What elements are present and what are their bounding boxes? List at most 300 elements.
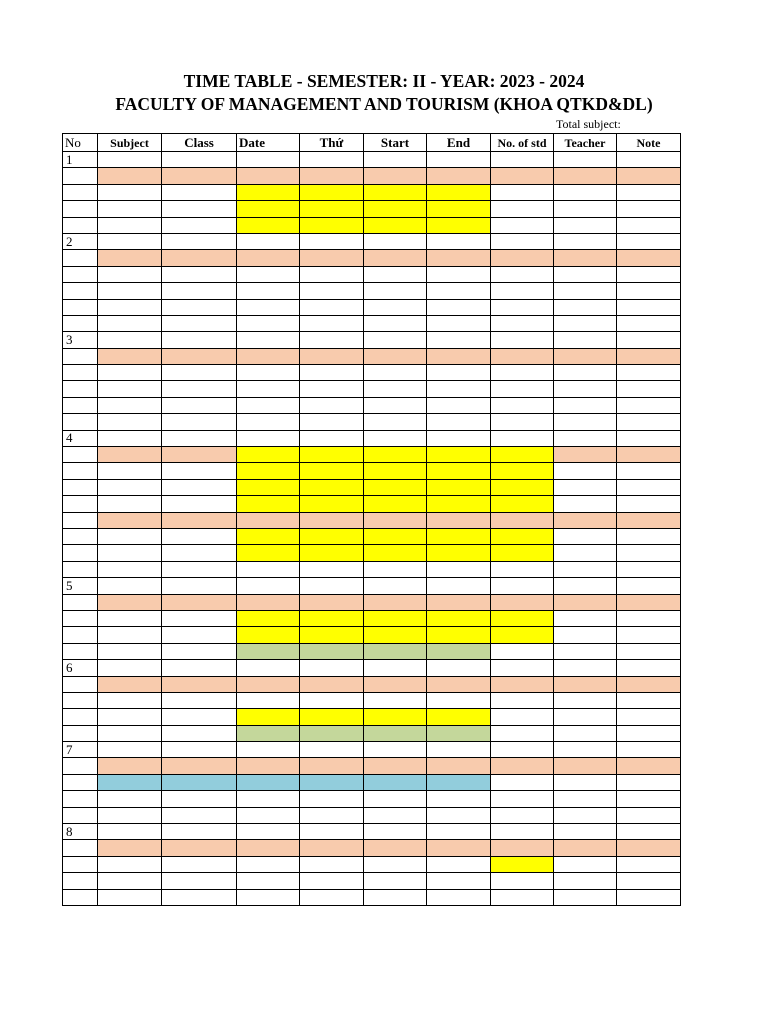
- table-cell: [237, 152, 300, 168]
- row-number-cell: [63, 758, 98, 774]
- table-cell: [427, 365, 491, 381]
- table-cell: [427, 561, 491, 577]
- table-cell: [554, 299, 617, 315]
- table-cell: [300, 610, 364, 626]
- table-cell: [364, 348, 427, 364]
- table-cell: [427, 381, 491, 397]
- table-cell: [554, 152, 617, 168]
- row-number-cell: [63, 463, 98, 479]
- table-cell: [554, 283, 617, 299]
- table-cell: [162, 299, 237, 315]
- table-cell: [364, 610, 427, 626]
- table-cell: [162, 152, 237, 168]
- table-cell: [554, 709, 617, 725]
- table-cell: [427, 807, 491, 823]
- table-cell: [491, 709, 554, 725]
- table-row: [63, 709, 681, 725]
- table-cell: [98, 643, 162, 659]
- table-cell: [237, 824, 300, 840]
- table-cell: [554, 627, 617, 643]
- row-number-cell: [63, 397, 98, 413]
- table-cell: [300, 774, 364, 790]
- table-cell: [491, 774, 554, 790]
- table-cell: [237, 856, 300, 872]
- table-cell: [162, 709, 237, 725]
- table-cell: [554, 725, 617, 741]
- table-cell: [237, 348, 300, 364]
- table-cell: [617, 332, 681, 348]
- table-cell: [364, 365, 427, 381]
- table-cell: [364, 414, 427, 430]
- table-cell: [491, 643, 554, 659]
- table-cell: [162, 660, 237, 676]
- row-number-cell: [63, 873, 98, 889]
- table-cell: [364, 742, 427, 758]
- table-cell: [237, 479, 300, 495]
- table-cell: [427, 397, 491, 413]
- table-cell: [617, 283, 681, 299]
- table-cell: [491, 184, 554, 200]
- table-cell: [364, 873, 427, 889]
- table-cell: [554, 430, 617, 446]
- table-row: [63, 299, 681, 315]
- table-cell: [300, 676, 364, 692]
- table-cell: [237, 627, 300, 643]
- table-cell: [237, 184, 300, 200]
- table-cell: [364, 545, 427, 561]
- table-cell: [491, 824, 554, 840]
- table-cell: [427, 266, 491, 282]
- table-cell: [300, 397, 364, 413]
- table-cell: [427, 496, 491, 512]
- row-number-cell: 8: [63, 824, 98, 840]
- page-title: TIME TABLE - SEMESTER: II - YEAR: 2023 - 2024: [183, 71, 585, 91]
- table-row: [63, 201, 681, 217]
- table-cell: [364, 184, 427, 200]
- table-row: [63, 791, 681, 807]
- table-cell: [98, 250, 162, 266]
- row-number-cell: [63, 512, 98, 528]
- table-cell: [300, 463, 364, 479]
- table-row: [63, 610, 681, 626]
- row-number-cell: [63, 709, 98, 725]
- table-cell: [554, 447, 617, 463]
- table-cell: [364, 315, 427, 331]
- table-cell: [554, 381, 617, 397]
- table-cell: [162, 381, 237, 397]
- table-cell: [491, 283, 554, 299]
- table-cell: [364, 807, 427, 823]
- table-cell: [427, 692, 491, 708]
- row-number-cell: [63, 840, 98, 856]
- row-number-cell: [63, 217, 98, 233]
- table-cell: [491, 758, 554, 774]
- table-cell: [237, 447, 300, 463]
- table-cell: [162, 266, 237, 282]
- table-cell: [300, 266, 364, 282]
- table-cell: [98, 545, 162, 561]
- col-header-teacher: Teacher: [554, 134, 617, 152]
- table-cell: [162, 594, 237, 610]
- table-row: [63, 184, 681, 200]
- table-cell: [98, 512, 162, 528]
- table-cell: [491, 430, 554, 446]
- row-number-cell: [63, 250, 98, 266]
- table-row: [63, 742, 681, 758]
- table-cell: [300, 545, 364, 561]
- table-cell: [427, 873, 491, 889]
- table-cell: [554, 184, 617, 200]
- col-header-subject: Subject: [98, 134, 162, 152]
- table-cell: [364, 528, 427, 544]
- table-cell: [237, 889, 300, 905]
- table-cell: [237, 463, 300, 479]
- table-cell: [98, 217, 162, 233]
- table-cell: [300, 184, 364, 200]
- table-cell: [300, 299, 364, 315]
- table-cell: [617, 627, 681, 643]
- col-header-date: Date: [237, 134, 300, 152]
- table-row: [63, 873, 681, 889]
- table-cell: [300, 365, 364, 381]
- table-cell: [300, 201, 364, 217]
- table-cell: [98, 266, 162, 282]
- table-cell: [617, 512, 681, 528]
- table-cell: [554, 610, 617, 626]
- table-cell: [300, 152, 364, 168]
- table-cell: [554, 250, 617, 266]
- table-cell: [98, 397, 162, 413]
- table-cell: [364, 676, 427, 692]
- row-number-cell: 5: [63, 578, 98, 594]
- table-cell: [300, 430, 364, 446]
- table-cell: [364, 692, 427, 708]
- table-cell: [237, 299, 300, 315]
- table-cell: [427, 217, 491, 233]
- table-cell: [364, 233, 427, 249]
- table-cell: [237, 594, 300, 610]
- table-cell: [427, 332, 491, 348]
- table-cell: [300, 233, 364, 249]
- col-header-no-of-std: No. of std: [491, 134, 554, 152]
- col-header-thu: Thứ: [300, 134, 364, 152]
- table-cell: [617, 496, 681, 512]
- table-cell: [300, 479, 364, 495]
- table-cell: [491, 217, 554, 233]
- table-cell: [98, 676, 162, 692]
- table-cell: [427, 643, 491, 659]
- table-cell: [237, 365, 300, 381]
- table-cell: [237, 414, 300, 430]
- table-cell: [554, 512, 617, 528]
- table-cell: [554, 217, 617, 233]
- table-cell: [237, 774, 300, 790]
- table-row: [63, 348, 681, 364]
- table-cell: [554, 332, 617, 348]
- table-cell: [491, 791, 554, 807]
- table-cell: [427, 184, 491, 200]
- table-row: [63, 414, 681, 430]
- table-cell: [554, 397, 617, 413]
- table-cell: [427, 479, 491, 495]
- table-cell: [237, 315, 300, 331]
- table-cell: [617, 217, 681, 233]
- row-number-cell: [63, 348, 98, 364]
- table-cell: [98, 184, 162, 200]
- table-cell: [364, 561, 427, 577]
- table-cell: [427, 283, 491, 299]
- table-cell: [617, 725, 681, 741]
- table-cell: [427, 168, 491, 184]
- table-cell: [237, 725, 300, 741]
- table-cell: [364, 889, 427, 905]
- table-cell: [427, 594, 491, 610]
- col-header-no: No: [63, 134, 98, 152]
- table-cell: [300, 332, 364, 348]
- table-cell: [162, 840, 237, 856]
- table-cell: [364, 774, 427, 790]
- table-cell: [554, 315, 617, 331]
- table-cell: [162, 578, 237, 594]
- table-cell: [300, 217, 364, 233]
- table-cell: [98, 283, 162, 299]
- table-cell: [427, 201, 491, 217]
- table-cell: [491, 463, 554, 479]
- table-cell: [237, 561, 300, 577]
- table-cell: [617, 479, 681, 495]
- table-cell: [427, 152, 491, 168]
- table-cell: [491, 660, 554, 676]
- table-cell: [300, 725, 364, 741]
- table-cell: [554, 742, 617, 758]
- table-cell: [98, 299, 162, 315]
- faculty-subtitle: FACULTY OF MANAGEMENT AND TOURISM (KHOA QTKD&DL): [115, 94, 653, 114]
- table-cell: [237, 283, 300, 299]
- row-number-cell: [63, 299, 98, 315]
- row-number-cell: [63, 315, 98, 331]
- table-cell: [554, 561, 617, 577]
- table-cell: [554, 479, 617, 495]
- table-cell: [98, 233, 162, 249]
- table-cell: [162, 610, 237, 626]
- table-cell: [98, 447, 162, 463]
- row-number-cell: 2: [63, 233, 98, 249]
- table-cell: [300, 414, 364, 430]
- table-cell: [491, 627, 554, 643]
- table-cell: [98, 709, 162, 725]
- table-cell: [300, 496, 364, 512]
- table-cell: [237, 791, 300, 807]
- table-cell: [617, 840, 681, 856]
- table-cell: [427, 709, 491, 725]
- table-cell: [427, 824, 491, 840]
- table-row: [63, 889, 681, 905]
- table-cell: [162, 873, 237, 889]
- table-cell: [491, 201, 554, 217]
- table-cell: [237, 742, 300, 758]
- table-cell: [491, 397, 554, 413]
- table-cell: [237, 873, 300, 889]
- table-row: [63, 365, 681, 381]
- table-cell: [300, 381, 364, 397]
- table-cell: [491, 233, 554, 249]
- table-cell: [427, 348, 491, 364]
- table-cell: [98, 758, 162, 774]
- table-row: [63, 561, 681, 577]
- table-cell: [162, 856, 237, 872]
- table-row: [63, 660, 681, 676]
- table-cell: [617, 692, 681, 708]
- table-row: [63, 168, 681, 184]
- table-cell: [162, 184, 237, 200]
- table-cell: [98, 856, 162, 872]
- table-cell: [364, 660, 427, 676]
- table-cell: [491, 332, 554, 348]
- table-cell: [162, 447, 237, 463]
- table-cell: [237, 578, 300, 594]
- row-number-cell: [63, 266, 98, 282]
- table-cell: [491, 479, 554, 495]
- table-cell: [364, 627, 427, 643]
- table-cell: [300, 692, 364, 708]
- table-cell: [554, 233, 617, 249]
- table-cell: [162, 742, 237, 758]
- table-cell: [617, 315, 681, 331]
- col-header-class: Class: [162, 134, 237, 152]
- table-cell: [554, 856, 617, 872]
- table-cell: [300, 791, 364, 807]
- table-cell: [554, 201, 617, 217]
- table-row: [63, 332, 681, 348]
- table-cell: [554, 365, 617, 381]
- table-cell: [554, 594, 617, 610]
- table-cell: [98, 414, 162, 430]
- table-cell: [162, 676, 237, 692]
- table-cell: [427, 430, 491, 446]
- table-cell: [617, 201, 681, 217]
- table-cell: [617, 545, 681, 561]
- table-cell: [554, 774, 617, 790]
- table-row: [63, 315, 681, 331]
- table-cell: [427, 725, 491, 741]
- table-cell: [427, 414, 491, 430]
- table-cell: [554, 824, 617, 840]
- table-cell: [237, 201, 300, 217]
- row-number-cell: [63, 610, 98, 626]
- table-cell: [554, 692, 617, 708]
- table-cell: [427, 528, 491, 544]
- table-cell: [300, 348, 364, 364]
- table-row: [63, 463, 681, 479]
- table-cell: [364, 201, 427, 217]
- table-cell: [237, 709, 300, 725]
- table-cell: [162, 430, 237, 446]
- table-cell: [300, 742, 364, 758]
- table-cell: [617, 578, 681, 594]
- table-cell: [617, 807, 681, 823]
- table-row: [63, 512, 681, 528]
- table-cell: [237, 266, 300, 282]
- table-cell: [98, 430, 162, 446]
- table-cell: [491, 545, 554, 561]
- table-cell: [491, 381, 554, 397]
- table-cell: [427, 610, 491, 626]
- table-row: [63, 840, 681, 856]
- table-cell: [617, 889, 681, 905]
- table-cell: [617, 824, 681, 840]
- table-cell: [554, 168, 617, 184]
- table-cell: [237, 397, 300, 413]
- table-cell: [554, 348, 617, 364]
- table-row: [63, 381, 681, 397]
- table-cell: [237, 217, 300, 233]
- table-cell: [617, 463, 681, 479]
- row-number-cell: [63, 414, 98, 430]
- table-cell: [364, 217, 427, 233]
- table-cell: [617, 873, 681, 889]
- table-row: [63, 627, 681, 643]
- row-number-cell: [63, 692, 98, 708]
- table-cell: [491, 807, 554, 823]
- table-cell: [300, 627, 364, 643]
- row-number-cell: [63, 676, 98, 692]
- row-number-cell: [63, 725, 98, 741]
- table-cell: [617, 430, 681, 446]
- table-cell: [98, 594, 162, 610]
- table-cell: [364, 168, 427, 184]
- table-cell: [237, 168, 300, 184]
- table-cell: [554, 266, 617, 282]
- table-cell: [491, 725, 554, 741]
- table-cell: [491, 512, 554, 528]
- table-cell: [554, 528, 617, 544]
- row-number-cell: [63, 528, 98, 544]
- table-cell: [427, 299, 491, 315]
- table-cell: [617, 365, 681, 381]
- table-cell: [427, 250, 491, 266]
- table-cell: [162, 332, 237, 348]
- table-cell: [162, 365, 237, 381]
- table-cell: [427, 545, 491, 561]
- table-cell: [98, 578, 162, 594]
- table-cell: [98, 381, 162, 397]
- table-cell: [427, 791, 491, 807]
- total-subject-label: Total subject:: [556, 117, 621, 131]
- table-cell: [617, 348, 681, 364]
- table-cell: [491, 742, 554, 758]
- table-cell: [617, 152, 681, 168]
- table-cell: [98, 315, 162, 331]
- table-row: [63, 578, 681, 594]
- table-cell: [98, 496, 162, 512]
- table-cell: [237, 430, 300, 446]
- table-cell: [98, 660, 162, 676]
- table-cell: [364, 824, 427, 840]
- table-cell: [300, 594, 364, 610]
- table-cell: [617, 758, 681, 774]
- table-cell: [364, 250, 427, 266]
- row-number-cell: [63, 184, 98, 200]
- table-row: [63, 545, 681, 561]
- table-cell: [364, 283, 427, 299]
- table-cell: [237, 545, 300, 561]
- table-cell: [427, 315, 491, 331]
- table-cell: [617, 250, 681, 266]
- table-cell: [364, 791, 427, 807]
- table-cell: [617, 184, 681, 200]
- table-cell: [162, 250, 237, 266]
- timetable: [62, 133, 681, 906]
